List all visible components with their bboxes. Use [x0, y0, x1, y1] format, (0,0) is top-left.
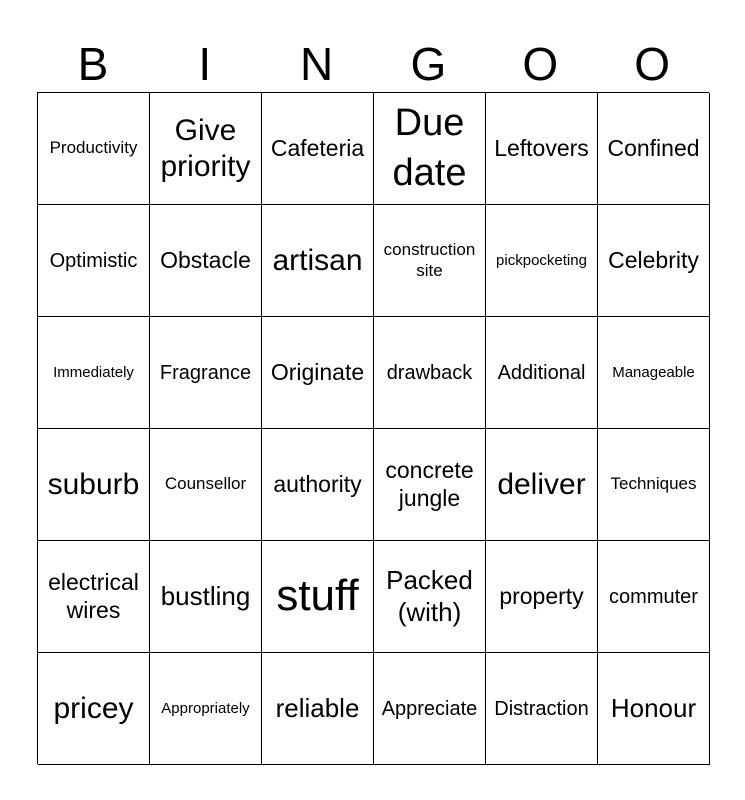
cell-text: Fragrance [159, 361, 252, 384]
cell-text: pricey [53, 691, 134, 725]
bingo-cell[interactable] [486, 317, 598, 429]
cell-text: commuter [609, 585, 698, 608]
header-letter-i: I [198, 38, 212, 90]
bingo-cell[interactable] [150, 317, 262, 429]
header-letter-b: B [77, 38, 109, 90]
bingo-header [37, 36, 708, 92]
cell-text: Distraction [494, 697, 589, 720]
bingo-cell[interactable] [38, 429, 150, 541]
header-letter-o: O [522, 38, 559, 90]
bingo-cell[interactable] [598, 429, 710, 541]
bingo-cell[interactable] [374, 205, 486, 317]
bingo-cell[interactable] [598, 541, 710, 653]
bingo-cell[interactable] [262, 205, 374, 317]
bingo-cell[interactable] [150, 653, 262, 765]
cell-text: concrete jungle [385, 456, 474, 511]
cell-text: Celebrity [608, 246, 699, 273]
cell-text: Leftovers [494, 134, 589, 161]
cell-text: Immediately [53, 363, 134, 381]
bingo-cell[interactable] [374, 429, 486, 541]
cell-text: Productivity [49, 138, 138, 158]
cell-text: Obstacle [160, 246, 251, 273]
cell-text: authority [273, 470, 362, 497]
cell-text: Additional [497, 361, 586, 384]
bingo-cell[interactable] [374, 93, 486, 205]
bingo-cell[interactable] [486, 205, 598, 317]
cell-text: Confined [607, 134, 700, 161]
cell-text: Counsellor [164, 474, 247, 494]
cell-text: pickpocketing [496, 251, 587, 269]
bingo-cell[interactable] [150, 429, 262, 541]
header-letter-n: N [299, 38, 334, 90]
cell-text: Due date [392, 102, 467, 194]
cell-text: Appropriately [161, 699, 250, 717]
bingo-cell[interactable] [374, 317, 486, 429]
bingo-cell[interactable] [598, 93, 710, 205]
bingo-cell[interactable] [38, 541, 150, 653]
bingo-cell[interactable] [598, 205, 710, 317]
bingo-cell[interactable] [262, 93, 374, 205]
cell-text: artisan [272, 243, 363, 277]
cell-text: Appreciate [381, 697, 478, 720]
bingo-cell[interactable] [486, 541, 598, 653]
bingo-cell[interactable] [486, 653, 598, 765]
bingo-cell[interactable] [262, 653, 374, 765]
cell-text: electrical wires [48, 568, 139, 623]
cell-text: Cafeteria [270, 134, 365, 161]
bingo-cell[interactable] [150, 205, 262, 317]
cell-text: bustling [160, 580, 251, 611]
cell-text: suburb [47, 467, 140, 501]
bingo-cell[interactable] [374, 653, 486, 765]
bingo-cell[interactable] [486, 429, 598, 541]
bingo-cell[interactable] [150, 541, 262, 653]
bingo-cell[interactable] [150, 93, 262, 205]
cell-text: property [499, 582, 584, 609]
bingo-cell[interactable] [262, 317, 374, 429]
cell-text: drawback [386, 361, 473, 384]
bingo-cell[interactable] [38, 317, 150, 429]
cell-text: stuff [276, 571, 359, 621]
bingo-cell[interactable] [38, 653, 150, 765]
bingo-cell[interactable] [374, 541, 486, 653]
bingo-cell[interactable] [486, 93, 598, 205]
bingo-cell[interactable] [598, 653, 710, 765]
cell-text: reliable [275, 692, 360, 723]
bingo-cell[interactable] [262, 429, 374, 541]
header-letter-o-2: O [634, 38, 670, 90]
bingo-cell[interactable] [598, 317, 710, 429]
bingo-cell[interactable] [38, 93, 150, 205]
cell-text: Techniques [610, 474, 697, 494]
cell-text: construction site [383, 240, 476, 280]
bingo-cell[interactable] [262, 541, 374, 653]
cell-text: Originate [270, 358, 365, 385]
cell-text: deliver [497, 467, 586, 501]
bingo-board [37, 92, 709, 764]
cell-text: Optimistic [49, 249, 138, 272]
header-letter-g: G [410, 38, 447, 90]
bingo-cell[interactable] [38, 205, 150, 317]
cell-text: Packed (with) [386, 565, 473, 627]
cell-text: Honour [610, 692, 697, 723]
cell-text: Manageable [612, 363, 695, 381]
cell-text: Give priority [160, 113, 251, 183]
